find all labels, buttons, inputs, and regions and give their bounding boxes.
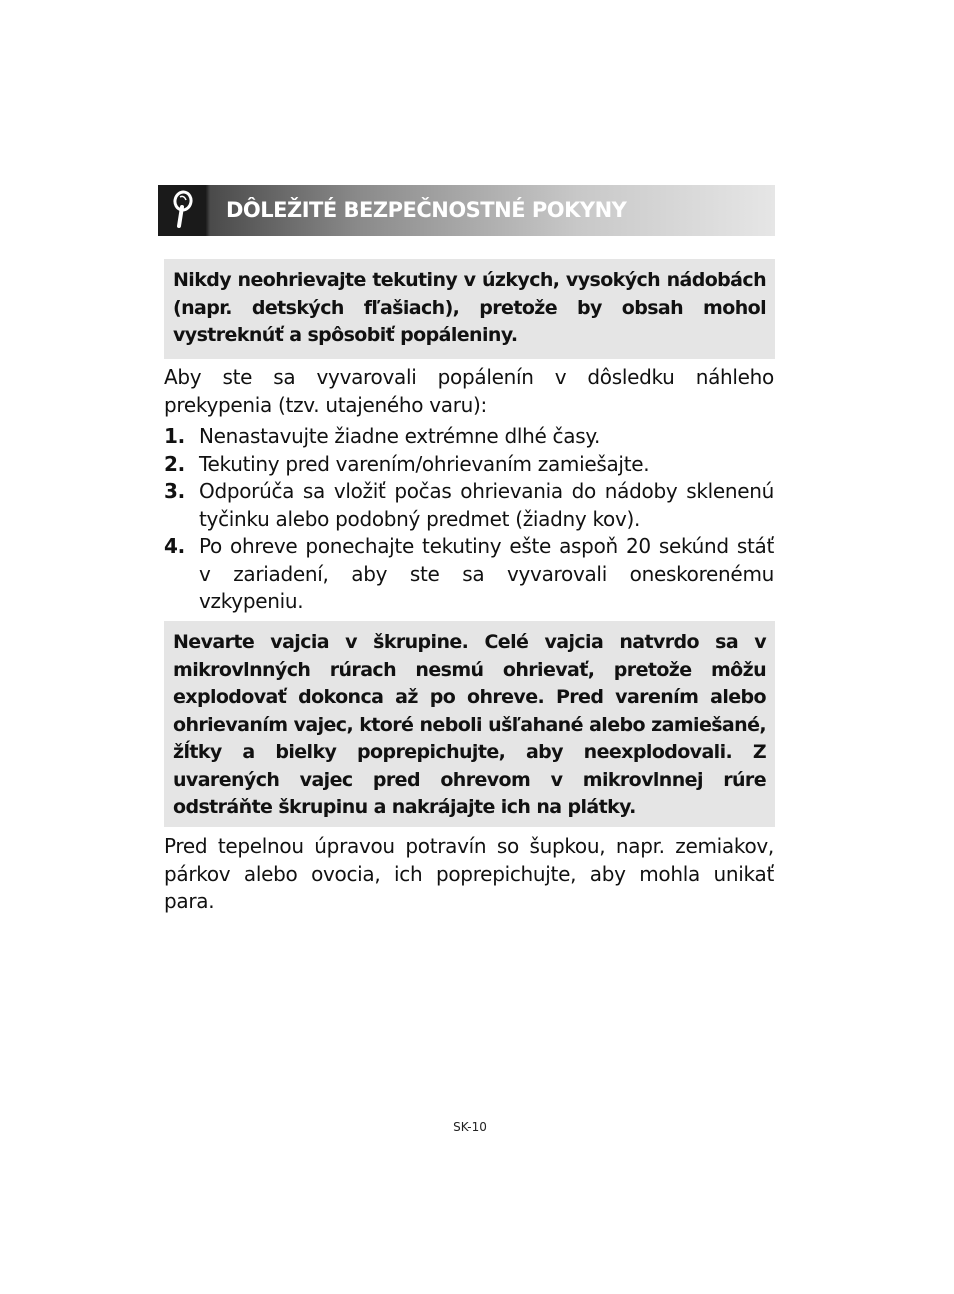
list-item-text: Nenastavujte žiadne extrémne dlhé časy. bbox=[199, 424, 601, 448]
list-item-text: Odporúča sa vložiť počas ohrievania do nádoby sklenenú tyčinku alebo podobný predmet (žiadny kov). bbox=[199, 479, 774, 531]
list-item-number: 4. bbox=[164, 534, 185, 558]
outro-paragraph: Pred tepelnou úpravou potravín so šupkou, napr. zemiakov, párkov alebo ovocia, ich poprepichujte, aby mohla unikať para. bbox=[164, 834, 774, 913]
intro-paragraph: Aby ste sa vyvarovali popálenín v dôsledku náhleho prekypenia (tzv. utajeného varu): bbox=[164, 365, 774, 417]
list-item-number: 2. bbox=[164, 451, 185, 476]
section-title: DÔLEŽITÉ BEZPEČNOSTNÉ POKYNY bbox=[226, 198, 627, 222]
section-header bbox=[158, 185, 775, 236]
list-item-number: 1. bbox=[164, 424, 185, 448]
list-item-number: 3. bbox=[164, 479, 185, 503]
page-number: SK-10 bbox=[453, 1120, 487, 1134]
list-item-text: Tekutiny pred varením/ohrievaním zamiešajte. bbox=[199, 451, 650, 476]
warning-box-liquids: Nikdy neohrievajte tekutiny v úzkych, vysokých nádobách (napr. detských fľašiach), pretože by obsah mohol vystreknúť a spôsobiť popáleniny. bbox=[164, 259, 775, 359]
list-item bbox=[164, 451, 774, 479]
list-item bbox=[164, 533, 774, 616]
warning-box-eggs: Nevarte vajcia v škrupine. Celé vajcia natvrdo sa v mikrovlnných rúrach nesmú ohrievať, pretože môžu explodovať dokonca až po ohreve. Pred varením alebo ohrievaním vajec, ktoré neboli ušľahané alebo zamiešané, žĺtky a bielky poprepichujte, aby neexplodovali. Z uvarených vajec pred ohrevom v mikrovlnnej rúre odstráňte škrupinu a nakrájajte ich na plátky. bbox=[164, 621, 775, 827]
list-item bbox=[164, 478, 774, 533]
warning-exclamation-icon bbox=[158, 185, 206, 236]
list-item bbox=[164, 423, 774, 451]
list-item-text: Po ohreve ponechajte tekutiny ešte aspoň 20 sekúnd stáť v zariadení, aby ste sa vyvarovali oneskorenému vzkypeniu. bbox=[199, 534, 774, 613]
steps-list bbox=[164, 423, 774, 616]
